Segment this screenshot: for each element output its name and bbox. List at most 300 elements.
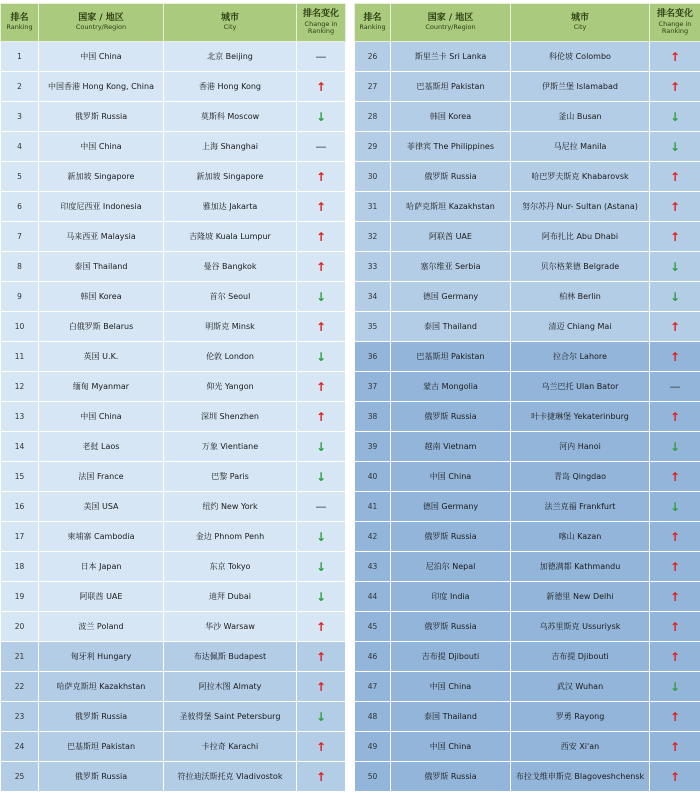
country-cell: 俄罗斯 Russia [39,762,164,792]
city-cell: 华沙 Warsaw [164,612,297,642]
table-row [1,72,346,102]
change-cell [650,462,700,492]
change-cell [650,672,700,702]
country-cell: 泰国 Thailand [391,312,511,342]
change-cell [297,132,346,162]
change-cell [650,342,700,372]
rank-cell: 3 [1,102,39,132]
change-cell [297,252,346,282]
rank-cell: 8 [1,252,39,282]
arrow-down-icon: ↓ [669,259,681,274]
rank-cell: 26 [355,42,391,72]
arrow-up-icon: ↑ [315,739,327,754]
arrow-down-icon: ↓ [315,439,327,454]
arrow-up-icon: ↑ [669,529,681,544]
city-cell: 明斯克 Minsk [164,312,297,342]
country-cell: 韩国 Korea [391,102,511,132]
arrow-down-icon: ↓ [315,529,327,544]
city-cell: 阿布扎比 Abu Dhabi [511,222,650,252]
arrow-up-icon: ↑ [669,619,681,634]
table-row [355,522,700,552]
change-cell [650,612,700,642]
rank-cell: 49 [355,732,391,762]
rank-cell: 18 [1,552,39,582]
change-cell [650,192,700,222]
country-cell: 俄罗斯 Russia [391,612,511,642]
rank-cell: 42 [355,522,391,552]
city-cell: 上海 Shanghai [164,132,297,162]
city-cell: 西安 Xi'an [511,732,650,762]
table-row [355,132,700,162]
change-cell [297,522,346,552]
table-row [1,732,346,762]
arrow-down-icon: ↓ [669,139,681,154]
rank-cell: 2 [1,72,39,102]
arrow-up-icon: ↑ [315,679,327,694]
country-cell: 泰国 Thailand [39,252,164,282]
city-cell: 雅加达 Jakarta [164,192,297,222]
change-cell [297,642,346,672]
arrow-up-icon: ↑ [315,769,327,784]
table-row [1,462,346,492]
change-cell [297,342,346,372]
table-row [1,492,346,522]
change-cell [297,432,346,462]
change-header: 排名变化 Change in Ranking [297,4,346,42]
country-cell: 菲律宾 The Philippines [391,132,511,162]
city-cell: 阿拉木图 Almaty [164,672,297,702]
country-cell: 巴基斯坦 Pakistan [39,732,164,762]
change-cell [297,612,346,642]
change-cell [650,732,700,762]
rank-cell: 10 [1,312,39,342]
rank-cell: 22 [1,672,39,702]
arrow-down-icon: ↓ [315,349,327,364]
change-cell [650,132,700,162]
change-cell [297,282,346,312]
arrow-up-icon: ↑ [669,199,681,214]
city-cell: 柏林 Berlin [511,282,650,312]
rank-cell: 15 [1,462,39,492]
city-cell: 金边 Phnom Penh [164,522,297,552]
rank-cell: 44 [355,582,391,612]
country-cell: 马来西亚 Malaysia [39,222,164,252]
country-cell: 英国 U.K. [39,342,164,372]
country-cell: 越南 Vietnam [391,432,511,462]
table-row [355,552,700,582]
table-row [1,672,346,702]
table-row [1,252,346,282]
country-cell: 俄罗斯 Russia [39,702,164,732]
arrow-down-icon: ↓ [315,589,327,604]
change-cell [650,72,700,102]
city-cell: 巴黎 Paris [164,462,297,492]
arrow-up-icon: ↑ [315,319,327,334]
country-cell: 巴基斯坦 Pakistan [391,72,511,102]
table-row [355,582,700,612]
city-header: 城市 City [164,4,297,42]
change-cell [297,102,346,132]
table-row [355,492,700,522]
country-cell: 蒙古 Mongolia [391,372,511,402]
table-row [355,732,700,762]
arrow-up-icon: ↑ [315,409,327,424]
arrow-up-icon: ↑ [669,229,681,244]
rank-cell: 21 [1,642,39,672]
city-cell: 吉布提 Djibouti [511,642,650,672]
arrow-up-icon: ↑ [669,79,681,94]
country-cell: 俄罗斯 Russia [391,762,511,792]
table-row [1,192,346,222]
country-cell: 泰国 Thailand [391,702,511,732]
city-cell: 加德满都 Kathmandu [511,552,650,582]
rank-cell: 29 [355,132,391,162]
city-cell: 东京 Tokyo [164,552,297,582]
rank-cell: 11 [1,342,39,372]
city-cell: 布达佩斯 Budapest [164,642,297,672]
change-cell [650,222,700,252]
table-row [355,372,700,402]
country-cell: 中国 China [39,402,164,432]
change-cell [297,222,346,252]
rank-cell: 16 [1,492,39,522]
table-row [1,312,346,342]
arrow-down-icon: ↓ [315,469,327,484]
country-cell: 中国 China [39,42,164,72]
city-cell: 深圳 Shenzhen [164,402,297,432]
arrow-up-icon: ↑ [669,49,681,64]
rank-cell: 23 [1,702,39,732]
rank-cell: 17 [1,522,39,552]
city-cell: 武汉 Wuhan [511,672,650,702]
table-row [1,552,346,582]
arrow-up-icon: ↑ [315,379,327,394]
arrow-up-icon: ↑ [669,409,681,424]
table-row [1,282,346,312]
rank-cell: 48 [355,702,391,732]
country-cell: 波兰 Poland [39,612,164,642]
country-cell: 印度尼西亚 Indonesia [39,192,164,222]
change-cell [297,162,346,192]
table-row [1,222,346,252]
table-row [355,432,700,462]
arrow-up-icon: ↑ [315,199,327,214]
country-cell: 缅甸 Myanmar [39,372,164,402]
change-cell [297,402,346,432]
change-cell [650,642,700,672]
change-cell [650,432,700,462]
rank-cell: 12 [1,372,39,402]
arrow-up-icon: ↑ [669,709,681,724]
change-cell [650,372,700,402]
city-cell: 贝尔格莱德 Belgrade [511,252,650,282]
rank-cell: 7 [1,222,39,252]
arrow-up-icon: ↑ [669,739,681,754]
arrow-up-icon: ↑ [315,649,327,664]
table-row [1,522,346,552]
country-cell: 德国 Germany [391,282,511,312]
table-row [1,432,346,462]
arrow-up-icon: ↑ [315,619,327,634]
arrow-up-icon: ↑ [669,649,681,664]
rank-cell: 45 [355,612,391,642]
city-cell: 万象 Vientiane [164,432,297,462]
change-cell [650,402,700,432]
country-cell: 塞尔维亚 Serbia [391,252,511,282]
country-cell: 老挝 Laos [39,432,164,462]
country-cell: 法国 France [39,462,164,492]
rank-cell: 34 [355,282,391,312]
country-cell: 柬埔寨 Cambodia [39,522,164,552]
arrow-up-icon: ↑ [669,769,681,784]
rank-cell: 14 [1,432,39,462]
country-cell: 俄罗斯 Russia [391,162,511,192]
country-cell: 印度 India [391,582,511,612]
table-header-row [355,4,700,42]
rank-cell: 30 [355,162,391,192]
city-cell: 叶卡捷琳堡 Yekaterinburg [511,402,650,432]
city-cell: 纽约 New York [164,492,297,522]
city-cell: 拉合尔 Lahore [511,342,650,372]
table-row [1,42,346,72]
table-row [355,72,700,102]
rank-cell: 25 [1,762,39,792]
change-cell [650,42,700,72]
arrow-down-icon: ↓ [669,679,681,694]
table-row [355,252,700,282]
rank-cell: 6 [1,192,39,222]
dash-icon: — [315,500,327,513]
change-cell [650,582,700,612]
arrow-up-icon: ↑ [315,229,327,244]
city-cell: 曼谷 Bangkok [164,252,297,282]
rank-cell: 40 [355,462,391,492]
city-cell: 釜山 Busan [511,102,650,132]
rank-cell: 5 [1,162,39,192]
rank-cell: 43 [355,552,391,582]
city-cell: 莫斯科 Moscow [164,102,297,132]
country-cell: 俄罗斯 Russia [39,102,164,132]
change-cell [650,102,700,132]
rank-header: 排名 Ranking [1,4,39,42]
city-cell: 青岛 Qingdao [511,462,650,492]
table-header-row [1,4,346,42]
table-row [1,132,346,162]
city-cell: 清迈 Chiang Mai [511,312,650,342]
change-cell [297,372,346,402]
change-cell [297,462,346,492]
rank-cell: 28 [355,102,391,132]
city-cell: 河内 Hanoi [511,432,650,462]
table-row [1,762,346,792]
table-row [355,672,700,702]
dash-icon: — [315,50,327,63]
arrow-up-icon: ↑ [669,559,681,574]
arrow-up-icon: ↑ [669,469,681,484]
change-cell [650,312,700,342]
rank-cell: 33 [355,252,391,282]
change-cell [650,522,700,552]
country-cell: 吉布提 Djibouti [391,642,511,672]
city-cell: 法兰克福 Frankfurt [511,492,650,522]
city-cell: 乌兰巴托 Ulan Bator [511,372,650,402]
dash-icon: — [315,140,327,153]
rank-cell: 31 [355,192,391,222]
city-cell: 符拉迪沃斯托克 Vladivostok [164,762,297,792]
rank-cell: 4 [1,132,39,162]
arrow-down-icon: ↓ [315,709,327,724]
arrow-down-icon: ↓ [669,109,681,124]
rank-cell: 24 [1,732,39,762]
city-cell: 香港 Hong Kong [164,72,297,102]
arrow-up-icon: ↑ [315,169,327,184]
change-cell [297,192,346,222]
table-row [355,462,700,492]
country-cell: 中国 China [391,672,511,702]
country-cell: 中国 China [391,462,511,492]
country-cell: 白俄罗斯 Belarus [39,312,164,342]
country-cell: 中国香港 Hong Kong, China [39,72,164,102]
table-row [355,612,700,642]
change-cell [297,42,346,72]
city-cell: 罗勇 Rayong [511,702,650,732]
change-cell [297,702,346,732]
arrow-up-icon: ↑ [315,79,327,94]
city-cell: 马尼拉 Manila [511,132,650,162]
table-row [355,402,700,432]
table-row [1,162,346,192]
change-cell [297,552,346,582]
arrow-up-icon: ↑ [669,589,681,604]
table-row [355,642,700,672]
city-cell: 乌苏里斯克 Ussuriysk [511,612,650,642]
arrow-down-icon: ↓ [315,289,327,304]
rank-cell: 1 [1,42,39,72]
country-cell: 中国 China [39,132,164,162]
change-cell [297,312,346,342]
country-cell: 俄罗斯 Russia [391,522,511,552]
table-row [355,312,700,342]
country-cell: 阿联酋 UAE [39,582,164,612]
city-cell: 哈巴罗夫斯克 Khabarovsk [511,162,650,192]
city-cell: 卡拉奇 Karachi [164,732,297,762]
change-cell [297,72,346,102]
rank-cell: 41 [355,492,391,522]
change-cell [650,492,700,522]
city-cell: 努尔苏丹 Nur- Sultan (Astana) [511,192,650,222]
country-cell: 韩国 Korea [39,282,164,312]
change-cell [650,282,700,312]
rank-cell: 47 [355,672,391,702]
country-cell: 新加坡 Singapore [39,162,164,192]
rank-cell: 20 [1,612,39,642]
table-row [355,42,700,72]
country-cell: 斯里兰卡 Sri Lanka [391,42,511,72]
table-row [355,192,700,222]
city-cell: 仰光 Yangon [164,372,297,402]
arrow-down-icon: ↓ [669,499,681,514]
change-header: 排名变化 Change in Ranking [650,4,700,42]
country-cell: 中国 China [391,732,511,762]
country-cell: 尼泊尔 Nepal [391,552,511,582]
table-row [355,162,700,192]
country-cell: 哈萨克斯坦 Kazakhstan [391,192,511,222]
arrow-down-icon: ↓ [669,289,681,304]
city-cell: 迪拜 Dubai [164,582,297,612]
table-row [355,762,700,792]
rank-cell: 9 [1,282,39,312]
change-cell [650,552,700,582]
country-cell: 巴基斯坦 Pakistan [391,342,511,372]
rank-cell: 37 [355,372,391,402]
ranking-table-left [0,3,346,792]
country-cell: 日本 Japan [39,552,164,582]
rank-cell: 50 [355,762,391,792]
country-cell: 匈牙利 Hungary [39,642,164,672]
city-cell: 新加坡 Singapore [164,162,297,192]
change-cell [650,762,700,792]
city-cell: 新德里 New Delhi [511,582,650,612]
rank-cell: 27 [355,72,391,102]
arrow-down-icon: ↓ [669,439,681,454]
rank-cell: 36 [355,342,391,372]
country-cell: 俄罗斯 Russia [391,402,511,432]
rank-cell: 39 [355,432,391,462]
change-cell [650,162,700,192]
table-row [355,222,700,252]
change-cell [650,702,700,732]
table-row [1,612,346,642]
arrow-down-icon: ↓ [315,109,327,124]
city-cell: 伊斯兰堡 Islamabad [511,72,650,102]
city-cell: 喀山 Kazan [511,522,650,552]
change-cell [297,582,346,612]
table-row [355,702,700,732]
rank-cell: 46 [355,642,391,672]
city-cell: 布拉戈维申斯克 Blagoveshchensk [511,762,650,792]
table-row [1,372,346,402]
table-row [1,582,346,612]
rank-cell: 19 [1,582,39,612]
arrow-up-icon: ↑ [669,349,681,364]
country-header: 国家 / 地区 Country/Region [391,4,511,42]
table-row [1,702,346,732]
ranking-table-right [354,3,700,792]
table-row [1,342,346,372]
table-row [1,402,346,432]
country-header: 国家 / 地区 Country/Region [39,4,164,42]
city-cell: 首尔 Seoul [164,282,297,312]
rank-cell: 38 [355,402,391,432]
change-cell [650,252,700,282]
change-cell [297,492,346,522]
rank-cell: 35 [355,312,391,342]
table-row [1,642,346,672]
arrow-up-icon: ↑ [669,169,681,184]
table-row [355,282,700,312]
arrow-down-icon: ↓ [315,559,327,574]
country-cell: 哈萨克斯坦 Kazakhstan [39,672,164,702]
table-row [355,102,700,132]
rank-cell: 13 [1,402,39,432]
change-cell [297,732,346,762]
table-row [355,342,700,372]
arrow-up-icon: ↑ [315,259,327,274]
city-cell: 伦敦 London [164,342,297,372]
change-cell [297,672,346,702]
country-cell: 德国 Germany [391,492,511,522]
city-header: 城市 City [511,4,650,42]
